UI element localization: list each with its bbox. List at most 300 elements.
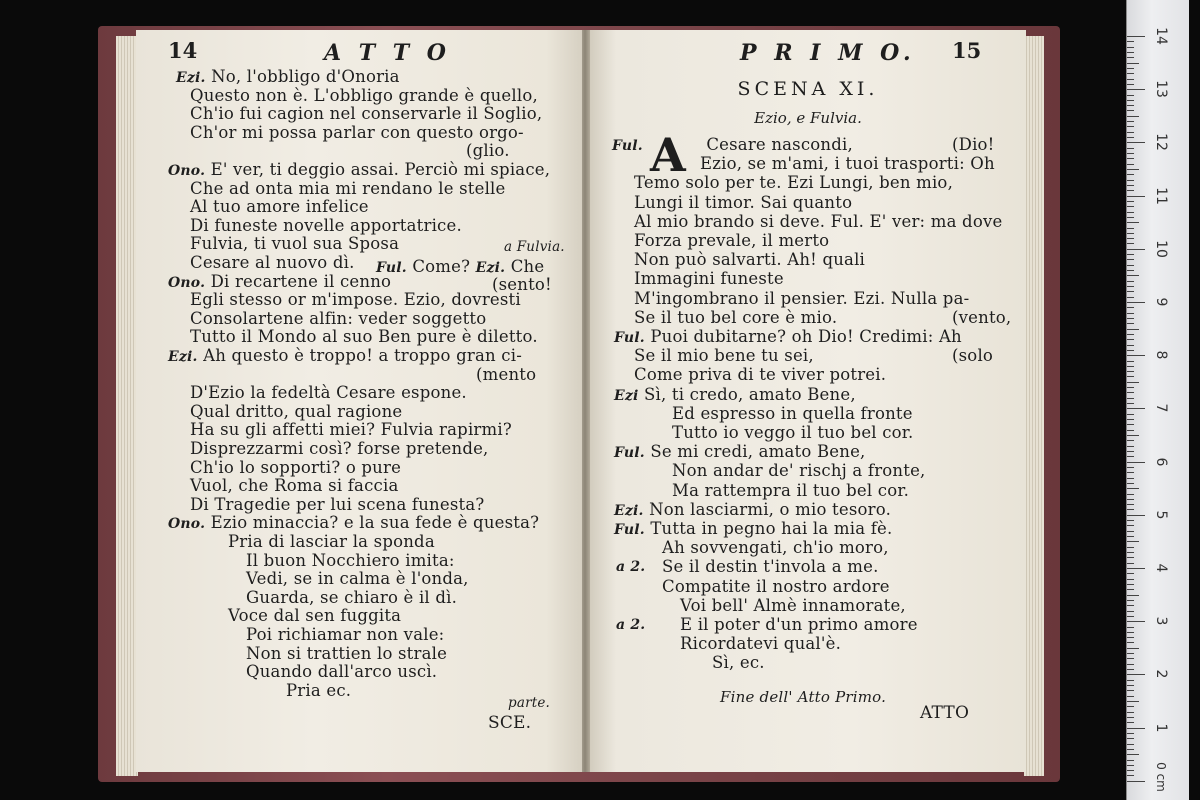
- text-line: [190, 124, 524, 142]
- ruler-tick: [1127, 206, 1134, 207]
- ruler-tick: [1127, 462, 1145, 463]
- text-line: [190, 477, 398, 495]
- hanging-word: (Dio!: [952, 135, 995, 154]
- line-text: Ezio minaccia? e la sua fede è questa?: [210, 513, 540, 533]
- ruler-tick: [1127, 552, 1134, 553]
- ruler-tick: [1127, 265, 1134, 266]
- line-text: Ch'or mi possa parlar con questo orgo-: [190, 122, 524, 142]
- right-folio: 15: [952, 38, 982, 63]
- ruler-tick: [1127, 728, 1145, 729]
- ruler-tick: [1127, 733, 1134, 734]
- ruler-tick: [1127, 398, 1134, 399]
- ruler-tick: [1127, 174, 1134, 175]
- ruler-tick: [1127, 366, 1134, 367]
- ruler-tick: [1127, 632, 1134, 633]
- text-line: [476, 366, 536, 384]
- scene-characters: Ezio, e Fulvia.: [754, 109, 862, 127]
- ruler-tick: [1127, 605, 1134, 606]
- ruler-tick: [1127, 706, 1134, 707]
- ruler-tick: [1127, 41, 1134, 42]
- ruler-number: 11: [1153, 186, 1169, 205]
- ruler-tick: [1127, 494, 1134, 495]
- catchword: SCE.: [488, 713, 532, 733]
- line-text: (mento: [476, 364, 537, 384]
- act-end-note: Fine dell' Atto Primo.: [720, 688, 887, 706]
- text-line: [634, 174, 953, 192]
- ruler-tick: [1127, 116, 1139, 117]
- line-text: Pria ec.: [286, 680, 352, 700]
- ruler-tick: [1127, 595, 1139, 596]
- measuring-ruler: [1126, 0, 1189, 800]
- ruler-tick: [1127, 478, 1134, 479]
- ruler-tick: [1127, 270, 1134, 271]
- text-line: [190, 180, 506, 198]
- ruler-tick: [1127, 760, 1134, 761]
- line-text: Vedi, se in calma è l'onda,: [246, 569, 469, 589]
- line-text: Consolartene alfin: veder soggetto: [190, 308, 487, 328]
- ruler-tick: [1127, 770, 1134, 771]
- ruler-tick: [1127, 472, 1134, 473]
- line-text: Ezio, se m'ami, i tuoi trasporti: Oh: [700, 154, 995, 174]
- ruler-number: 10: [1153, 239, 1169, 258]
- line-text: Quando dall'arco uscì.: [246, 662, 438, 682]
- speaker-label: Ezi: [614, 387, 639, 404]
- speaker-label: Ful.: [614, 330, 645, 346]
- ruler-tick: [1127, 79, 1134, 80]
- left-folio: 14: [168, 38, 198, 63]
- line-text: Tutto io veggo il tuo bel cor.: [672, 423, 914, 442]
- ruler-tick: [1127, 89, 1145, 90]
- ruler-tick: [1127, 323, 1134, 324]
- text-line: [672, 462, 925, 480]
- stage-direction-parte: parte.: [508, 695, 551, 711]
- ruler-tick: [1127, 142, 1145, 143]
- text-line: [672, 482, 909, 500]
- line-text: Se il destin t'invola a me.: [662, 557, 879, 577]
- text-line: [680, 635, 841, 653]
- ruler-tick: [1127, 355, 1145, 356]
- text-line: [168, 347, 522, 366]
- ruler-tick: [1127, 648, 1139, 649]
- ruler-tick: [1127, 515, 1145, 516]
- ruler-number: 9: [1153, 297, 1169, 307]
- text-line: [168, 273, 391, 292]
- text-line: [634, 307, 1012, 327]
- scene-title: SCENA XI.: [737, 78, 879, 100]
- ruler-tick: [1127, 637, 1134, 638]
- ruler-tick: [1127, 275, 1139, 276]
- text-line: [672, 424, 914, 442]
- inline-exchange: [376, 258, 544, 277]
- ruler-tick: [1127, 95, 1134, 96]
- ruler-number: 1: [1153, 723, 1169, 733]
- ruler-tick: [1127, 664, 1134, 665]
- ruler-tick: [1127, 185, 1134, 186]
- ruler-tick: [1127, 350, 1134, 351]
- line-text: Ah sovvengati, ch'io moro,: [662, 538, 889, 558]
- line-text: Ch'io fui cagion nel conservarle il Soglio,: [190, 104, 543, 124]
- text-line: [190, 291, 521, 309]
- ruler-tick: [1127, 286, 1134, 287]
- line-text: E il poter d'un primo amore: [680, 615, 918, 634]
- ruler-tick: [1127, 738, 1134, 739]
- text-line: [190, 496, 484, 514]
- ruler-tick: [1127, 414, 1134, 415]
- line-text: Non si trattien lo strale: [246, 643, 448, 663]
- line-text: Cesare al nuovo dì.: [190, 253, 355, 272]
- text-line: [190, 328, 538, 346]
- line-text: Ricordatevi qual'è.: [680, 634, 842, 654]
- speaker-label: Ful.: [614, 522, 645, 538]
- line-text: Tutto il Mondo al suo Ben pure è diletto.: [190, 327, 538, 347]
- ruler-tick: [1127, 616, 1134, 617]
- line-text: Guarda, se chiaro è il dì.: [246, 587, 458, 607]
- speaker-label: Ful.: [614, 445, 645, 462]
- ruler-tick: [1127, 126, 1134, 127]
- ruler-tick: [1127, 541, 1139, 542]
- text-line: [614, 386, 856, 405]
- text-line: [190, 87, 538, 105]
- line-text: Voi bell' Almè innamorate,: [680, 595, 906, 615]
- text-line: [190, 459, 401, 477]
- text-line: [712, 654, 765, 672]
- ruler-tick: [1127, 302, 1145, 303]
- ruler-tick: [1127, 110, 1134, 111]
- ruler-tick: [1127, 169, 1139, 170]
- stage-direction-fulvia: a Fulvia.: [504, 239, 565, 255]
- text-line: [190, 235, 399, 253]
- text-line: [680, 597, 906, 615]
- line-text: Sì, ti credo, amato Bene,: [644, 384, 856, 404]
- line-text: Al tuo amore infelice: [190, 197, 369, 217]
- ruler-tick: [1127, 84, 1134, 85]
- text-line: [634, 251, 865, 269]
- speaker-label: Ono.: [168, 516, 206, 533]
- line-text: Di Tragedie per lui scena funesta?: [190, 494, 485, 514]
- text-line: [634, 290, 969, 308]
- ruler-tick: [1127, 722, 1134, 723]
- line-text: Disprezzarmi così? forse pretende,: [190, 439, 489, 458]
- line-text: E' ver, ti deggio assai. Perciò mi spiace,: [210, 160, 551, 179]
- inline-text: Che: [510, 257, 545, 276]
- ruler-tick: [1127, 435, 1139, 436]
- ruler-number: 8: [1153, 350, 1169, 360]
- line-text: Ha su gli affetti miei? Fulvia rapirmi?: [190, 420, 512, 440]
- text-line: [246, 552, 455, 570]
- line-text: M'ingombrano il pensier. Ezi. Nulla pa-: [634, 288, 970, 308]
- text-line: [190, 421, 512, 439]
- text-line: [190, 384, 467, 402]
- ruler-tick: [1127, 329, 1139, 330]
- ruler-tick: [1127, 696, 1134, 697]
- drop-cap: A: [650, 128, 686, 182]
- left-page: [136, 30, 582, 772]
- text-line: [176, 68, 400, 87]
- ruler-tick: [1127, 243, 1134, 244]
- line-text: Pria di lasciar la sponda: [228, 532, 435, 551]
- text-line: [634, 213, 1002, 231]
- ruler-tick: [1127, 589, 1134, 590]
- line-text: Questo non è. L'obbligo grande è quello,: [190, 85, 538, 105]
- ruler-tick: [1127, 57, 1134, 58]
- ruler-tick: [1127, 430, 1134, 431]
- line-text: Qual dritto, qual ragione: [190, 401, 403, 421]
- ruler-tick: [1127, 451, 1134, 452]
- ruler-tick: [1127, 313, 1134, 314]
- ruler-tick: [1127, 525, 1134, 526]
- text-line: [466, 142, 510, 160]
- line-text: No, l'obbligo d'Onoria: [211, 67, 400, 86]
- ruler-tick: [1127, 621, 1145, 622]
- line-text: Di funeste novelle apportatrice.: [190, 215, 462, 235]
- ruler-tick: [1127, 376, 1134, 377]
- ruler-tick: [1127, 642, 1134, 643]
- text-line: [246, 589, 457, 607]
- ruler-tick: [1127, 419, 1134, 420]
- line-text: Ma rattempra il tuo bel cor.: [672, 480, 910, 500]
- ruler-tick: [1127, 690, 1134, 691]
- ruler-tick: [1127, 222, 1139, 223]
- line-text: Come priva di te viver potrei.: [634, 365, 887, 385]
- ruler-tick: [1127, 371, 1134, 372]
- ruler-tick: [1127, 685, 1134, 686]
- text-line: [662, 578, 890, 596]
- ruler-unit-label: 0 cm: [1154, 762, 1168, 792]
- ruler-tick: [1127, 105, 1134, 106]
- speaker-label: Ful.: [612, 138, 643, 154]
- ruler-tick: [1127, 573, 1134, 574]
- ruler-tick: [1127, 382, 1139, 383]
- ruler-tick: [1127, 148, 1134, 149]
- ruler-tick: [1127, 345, 1134, 346]
- text-line: [612, 135, 995, 155]
- ruler-tick: [1127, 456, 1134, 457]
- ruler-tick: [1127, 520, 1134, 521]
- ruler-tick: [1127, 446, 1134, 447]
- ruler-tick: [1127, 153, 1134, 154]
- line-text: Ch'io lo sopporti? o pure: [190, 457, 402, 477]
- ruler-tick: [1127, 467, 1134, 468]
- ruler-tick: [1127, 531, 1134, 532]
- text-line: [700, 155, 995, 173]
- line-text: Ed espresso in quella fronte: [672, 403, 913, 423]
- ruler-number: 13: [1153, 80, 1169, 99]
- ruler-tick: [1127, 717, 1134, 718]
- ruler-number: 12: [1153, 133, 1169, 152]
- ruler-tick: [1127, 63, 1139, 64]
- text-line: [672, 405, 913, 423]
- catchword: ATTO: [920, 703, 970, 723]
- line-text: Non andar de' rischj a fronte,: [672, 461, 926, 481]
- ruler-tick: [1127, 653, 1134, 654]
- line-text: Cesare nascondi,: [706, 135, 853, 154]
- ruler-tick: [1127, 744, 1134, 745]
- right-page-edges: [1024, 36, 1044, 776]
- speaker-label: Ezi.: [475, 260, 506, 276]
- ruler-tick: [1127, 701, 1139, 702]
- ruler-tick: [1127, 611, 1134, 612]
- line-text: Il buon Nocchiero imita:: [246, 550, 455, 570]
- ruler-tick: [1127, 483, 1134, 484]
- text-line: [634, 270, 784, 288]
- line-text: Lungi il timor. Sai quanto: [634, 192, 853, 212]
- ruler-tick: [1127, 47, 1134, 48]
- ruler-tick: [1127, 669, 1134, 670]
- line-text: Voce dal sen fuggita: [228, 606, 402, 626]
- ruler-number: 14: [1153, 27, 1169, 45]
- ruler-number: 3: [1153, 616, 1169, 626]
- ruler-tick: [1127, 627, 1134, 628]
- text-line: [190, 440, 489, 458]
- ruler-tick: [1127, 238, 1134, 239]
- line-text: Egli stesso or m'impose. Ezio, dovresti: [190, 290, 521, 310]
- speaker-label: Ezi.: [614, 502, 644, 519]
- text-line: [190, 310, 486, 328]
- ruler-tick: [1127, 781, 1145, 782]
- line-text: Tutta in pegno hai la mia fè.: [650, 519, 893, 538]
- ruler-tick: [1127, 504, 1134, 505]
- speaker-label: a 2.: [616, 559, 646, 576]
- ruler-tick: [1127, 212, 1134, 213]
- text-line: [228, 607, 401, 625]
- ruler-tick: [1127, 680, 1134, 681]
- line-text: Fulvia, ti vuol sua Sposa: [190, 234, 400, 254]
- ruler-tick: [1127, 100, 1134, 101]
- ruler-tick: [1127, 132, 1134, 133]
- text-line: [616, 615, 918, 634]
- line-text: Temo solo per te. Ezi Lungi, ben mio,: [634, 173, 954, 193]
- ruler-tick: [1127, 765, 1134, 766]
- ruler-tick: [1127, 137, 1134, 138]
- line-text: Immagini funeste: [634, 269, 784, 289]
- left-running-head: A T T O: [324, 40, 451, 66]
- line-text: Che ad onta mia mi rendano le stelle: [190, 178, 506, 198]
- text-line: [634, 194, 852, 212]
- hanging-word-sento: (sento!: [492, 275, 552, 294]
- ruler-tick: [1127, 754, 1139, 755]
- ruler-tick: [1127, 499, 1134, 500]
- ruler-tick: [1127, 233, 1134, 234]
- ruler-tick: [1127, 775, 1134, 776]
- text-line: [614, 520, 892, 539]
- ruler-tick: [1127, 121, 1134, 122]
- ruler-tick: [1127, 408, 1145, 409]
- text-line: [634, 232, 829, 250]
- ruler-tick: [1127, 307, 1134, 308]
- text-line: [190, 403, 402, 421]
- ruler-tick: [1127, 749, 1134, 750]
- line-text: Poi richiamar non vale:: [246, 625, 445, 644]
- text-line: [246, 645, 447, 663]
- ruler-tick: [1127, 68, 1134, 69]
- ruler-tick: [1127, 547, 1134, 548]
- ruler-tick: [1127, 536, 1134, 537]
- text-line: [168, 161, 550, 180]
- ruler-tick: [1127, 403, 1134, 404]
- text-line: [614, 328, 962, 347]
- right-page: [590, 30, 1026, 772]
- ruler-tick: [1127, 158, 1134, 159]
- ruler-tick: [1127, 488, 1139, 489]
- line-text: Ah questo è troppo! a troppo gran ci-: [203, 346, 522, 365]
- line-text: Sì, ec.: [712, 653, 765, 673]
- ruler-tick: [1127, 424, 1134, 425]
- text-line: [614, 501, 891, 520]
- ruler-tick: [1127, 73, 1134, 74]
- ruler-tick: [1127, 600, 1134, 601]
- line-text: Compatite il nostro ardore: [662, 576, 890, 596]
- ruler-tick: [1127, 217, 1134, 218]
- ruler-tick: [1127, 712, 1134, 713]
- text-line: [190, 198, 369, 216]
- text-line: [228, 533, 435, 551]
- ruler-number: 2: [1153, 669, 1169, 679]
- ruler-number: 5: [1153, 510, 1169, 520]
- text-line: [190, 217, 462, 235]
- ruler-tick: [1127, 387, 1134, 388]
- line-text: Se mi credi, amato Bene,: [650, 442, 866, 462]
- ruler-tick: [1127, 281, 1134, 282]
- left-page-edges: [116, 36, 138, 776]
- line-text: Forza prevale, il merto: [634, 231, 830, 250]
- ruler-tick: [1127, 318, 1134, 319]
- ruler-tick: [1127, 674, 1145, 675]
- ruler-tick: [1127, 291, 1134, 292]
- line-text: D'Ezio la fedeltà Cesare espone.: [190, 383, 467, 403]
- line-text: Puoi dubitarne? oh Dio! Credimi: Ah: [650, 327, 962, 346]
- ruler-tick: [1127, 36, 1145, 37]
- hanging-word: (vento,: [952, 307, 1012, 327]
- line-text: (glio.: [466, 141, 510, 161]
- ruler-tick: [1127, 658, 1134, 659]
- right-running-head: P R I M O.: [740, 40, 916, 66]
- ruler-tick: [1127, 228, 1134, 229]
- speaker-label: Ono.: [168, 274, 206, 291]
- text-line: [246, 626, 444, 644]
- inline-text: Come?: [412, 257, 471, 276]
- line-text: Vuol, che Roma si faccia: [190, 476, 399, 496]
- text-line: [246, 570, 469, 588]
- line-text: Al mio brando si deve. Ful. E' ver: ma dove: [634, 211, 1003, 231]
- ruler-tick: [1127, 164, 1134, 165]
- ruler-tick: [1127, 259, 1134, 260]
- ruler-tick: [1127, 557, 1134, 558]
- ruler-tick: [1127, 339, 1134, 340]
- ruler-tick: [1127, 254, 1134, 255]
- ruler-tick: [1127, 568, 1145, 569]
- ruler-tick: [1127, 190, 1134, 191]
- text-line: [168, 514, 539, 533]
- speaker-label: a 2.: [616, 617, 646, 633]
- ruler-tick: [1127, 509, 1134, 510]
- text-line: [286, 682, 351, 700]
- line-text: Se il mio bene tu sei,: [634, 346, 814, 366]
- line-text: Di recartene il cenno: [210, 271, 392, 291]
- text-line: [190, 105, 542, 123]
- text-line: [190, 254, 355, 272]
- ruler-tick: [1127, 334, 1134, 335]
- text-line: [634, 346, 994, 366]
- line-text: Se il tuo bel core è mio.: [634, 307, 838, 327]
- ruler-tick: [1127, 196, 1145, 197]
- speaker-label: Ono.: [168, 163, 206, 179]
- ruler-number: 6: [1153, 457, 1169, 467]
- ruler-tick: [1127, 392, 1134, 393]
- ruler-tick: [1127, 361, 1134, 362]
- ruler-tick: [1127, 297, 1134, 298]
- speaker-label: Ezi.: [176, 70, 206, 86]
- ruler-number: 7: [1153, 403, 1169, 413]
